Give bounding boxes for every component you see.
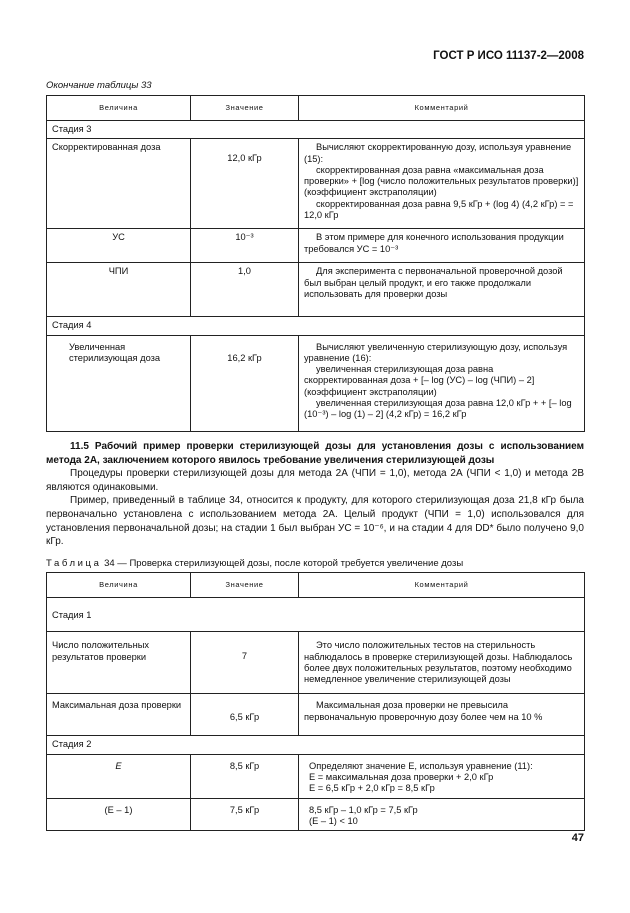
quantity-name: ЧПИ [47,263,191,317]
paragraph: Процедуры проверки стерилизующей дозы для метода 2А (ЧПИ = 1,0), метода 2А (ЧПИ < 1,0) и метода 2В являются одинаковыми. [46,468,584,493]
section-text [46,440,584,549]
column-header: Значение [191,96,299,121]
quantity-value: 8,5 кГр [191,754,299,798]
comment-cell [299,754,585,798]
comment-text: Вычисляют скорректированную дозу, используя уравнение (15): [304,142,572,164]
quantity-name: Максимальная доза проверки [47,694,191,736]
comment-cell [299,335,585,431]
section-heading: 11.5 Рабочий пример проверки стерилизующей дозы для установления дозы с использованием метода 2А, заключением которого явилось требование увеличения стерилизующей дозы [46,441,584,466]
table-title: 34 — Проверка стерилизующей дозы, после которой требуется увеличение дозы [104,558,464,569]
comment-text: Определяют значение E, используя уравнение (11): [309,760,533,771]
comment-text: Это число положительных тестов на стерильность наблюдалось в проверке стерилизующей дозы. Наблюдалось более двух положительных результатов, поэтому необходимо немедленное увеличение стерилизующей дозы [304,640,573,685]
comment-text: E = максимальная доза проверки + 2,0 кГр [309,771,494,782]
column-header: Значение [191,573,299,598]
stage-label: Стадия 4 [47,317,585,335]
quantity-value: 7,5 кГр [191,798,299,831]
comment-text: Для эксперимента с первоначальной проверочной дозой был выбран целый продукт, и его также продолжали использовать для проверки дозы [304,266,563,299]
comment-text: увеличенная стерилизующая доза равна скорректированная доза + [– log (УС) – log (ЧПИ) – 2] (коэффициент экстраполяции) [304,364,535,397]
column-header: Комментарий [299,573,585,598]
table-row [47,229,585,263]
table-row [47,335,585,431]
paragraph: Пример, приведенный в таблице 34, относится к продукту, для которого стерилизующая доза 21,8 кГр была первоначально установлена с использованием метода 2А. Целый продукт (ЧПИ = 1,0) использовался для установления первоначальной дозы; на стадии 1 был выбран УС = 10⁻⁶, и на стадии 4 для DD* было получено 9,0 кГр. [46,495,584,548]
quantity-value: 7 [191,632,299,694]
stage-label: Стадия 3 [47,121,585,139]
table-label: Таблица [46,558,102,569]
comment-text: 8,5 кГр – 1,0 кГр = 7,5 кГр [309,804,418,815]
quantity-value: 1,0 [191,263,299,317]
comment-text: Вычисляют увеличенную стерилизующую дозу, используя уравнение (16): [304,341,568,363]
comment-text: Максимальная доза проверки не превысила первоначальную проверочную дозу более чем на 10 % [304,700,543,722]
comment-cell [299,694,585,736]
column-header: Величина [47,573,191,598]
comment-text: скорректированная доза равна «максимальная доза проверки» + [log (число положительных результатов проверки)] (коэффициент экстраполяции) [304,164,579,198]
quantity-value: 6,5 кГр [191,694,299,736]
quantity-value: 16,2 кГр [191,335,299,431]
table-row [47,632,585,694]
table-header-row [47,573,585,598]
table-33 [46,95,585,432]
quantity-name: (E – 1) [47,798,191,831]
stage-row [47,121,585,139]
table-34 [46,572,585,831]
comment-text: E = 6,5 кГр + 2,0 кГр = 8,5 кГр [309,783,435,794]
stage-row [47,317,585,335]
quantity-name: E [47,754,191,798]
table-row [47,798,585,831]
table-34-caption [46,558,463,569]
stage-label: Стадия 2 [47,736,585,754]
column-header: Комментарий [299,96,585,121]
stage-label: Стадия 1 [47,598,585,632]
quantity-name: Увеличенная стерилизующая доза [47,335,191,431]
comment-cell [299,139,585,229]
table-row [47,754,585,798]
comment-text: скорректированная доза равна 9,5 кГр + (log 4) (4,2 кГр) = = 12,0 кГр [304,198,574,221]
comment-text: В этом примере для конечного использования продукции требовался УС = 10⁻³ [304,232,564,254]
quantity-value: 12,0 кГр [191,139,299,229]
table-row [47,694,585,736]
stage-row [47,598,585,632]
comment-text: (E – 1) < 10 [309,815,358,826]
document-header: ГОСТ Р ИСО 11137-2—2008 [433,50,584,62]
quantity-name: Скорректированная доза [47,139,191,229]
quantity-value: 10⁻³ [191,229,299,263]
comment-cell [299,632,585,694]
quantity-name: Число положительных результатов проверки [47,632,191,694]
table-row [47,263,585,317]
quantity-name: УС [47,229,191,263]
table-row [47,139,585,229]
stage-row [47,736,585,754]
comment-cell [299,263,585,317]
page-number: 47 [571,832,584,844]
column-header: Величина [47,96,191,121]
comment-cell [299,798,585,831]
table-header-row [47,96,585,121]
comment-text: увеличенная стерилизующая доза равна 12,0 кГр + + [– log (10⁻³) – log (1) – 2] (4,2 кГр) = 16,2 кГр [304,398,572,420]
table-33-caption: Окончание таблицы 33 [46,80,152,91]
comment-cell [299,229,585,263]
